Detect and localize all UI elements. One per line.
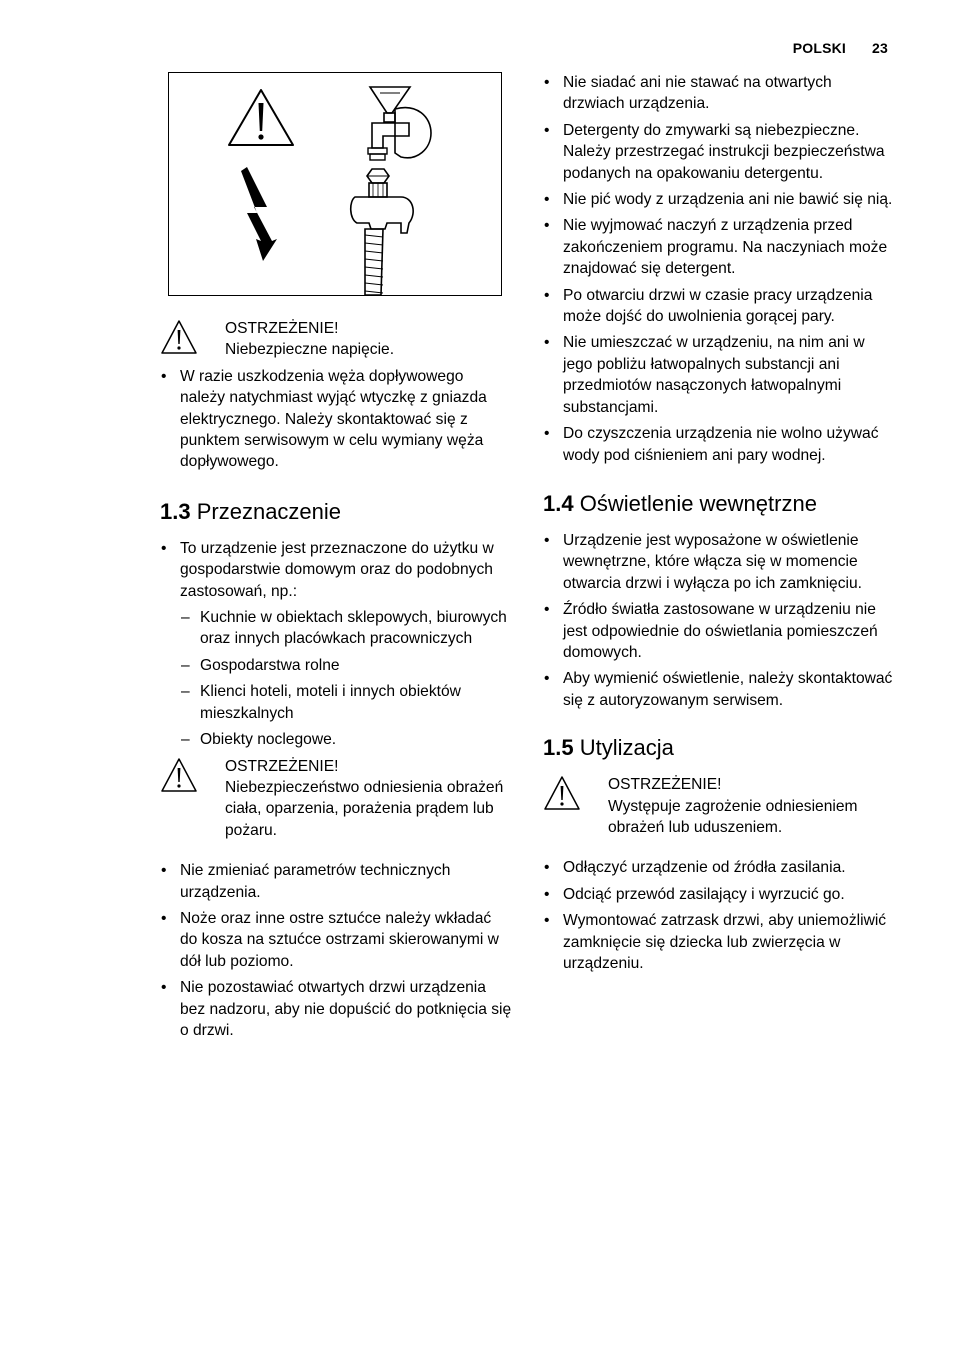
left-column: [160, 72, 512, 1046]
hose-safety-figure: [168, 72, 502, 296]
list-item: • Odłączyć urządzenie od źródła zasilania.: [543, 857, 895, 878]
warning-title: OSTRZEŻENIE!: [225, 320, 339, 337]
list-item: • Odciąć przewód zasilający i wyrzucić go.: [543, 884, 895, 905]
list-item: – Obiekty noclegowe.: [180, 729, 512, 750]
list-item: – Gospodarstwa rolne: [180, 655, 512, 676]
section-heading-1-4: 1.4 Oświetlenie wewnętrzne: [543, 490, 817, 516]
list-item: • Aby wymienić oświetlenie, należy skontaktować się z autoryzowanym serwisem.: [543, 668, 895, 711]
warning-title: OSTRZEŻENIE!: [608, 776, 722, 794]
list-item: • Nie zmieniać parametrów technicznych urządzenia.: [160, 860, 512, 903]
warning-text: Niebezpieczne napięcie.: [225, 341, 395, 359]
warning-voltage: [160, 318, 512, 361]
list-item: • Detergenty do zmywarki są niebezpieczne. Należy przestrzegać instrukcji bezpieczeństwa podanych na opakowaniu detergentu.: [543, 120, 895, 184]
warning-text: Niebezpieczeństwo odniesienia obrażeń ciała, oparzenia, porażenia prądem lub pożaru.: [225, 778, 504, 839]
water-tap-icon: [368, 87, 431, 160]
warning-icon: [160, 757, 198, 793]
page-header: [793, 38, 888, 59]
right-column: [543, 72, 895, 979]
list-item: • Wymontować zatrzask drzwi, aby uniemożliwić zamknięcie się dziecka lub zwierzęcia w urządzeniu.: [543, 910, 895, 974]
warning-injury: [160, 756, 512, 842]
list-item: • Źródło światła zastosowane w urządzeniu nie jest odpowiednie do oświetlania pomieszczeń domowych.: [543, 599, 895, 663]
bullet-list-hose: [160, 366, 512, 473]
warning-text: Występuje zagrożenie odniesieniem obrażeń lub uduszeniem.: [608, 797, 858, 836]
list-item: • Nie siadać ani nie stawać na otwartych drzwiach urządzenia.: [543, 72, 895, 115]
lightning-bolt-icon: [241, 167, 277, 261]
list-item: • Nie pozostawiać otwartych drzwi urządzenia bez nadzoru, aby nie dopuścić do potknięcia się o drzwi.: [160, 977, 512, 1041]
section-heading-1-5: 1.5 Utylizacja: [543, 735, 674, 761]
water-safety-device-icon: [351, 169, 413, 295]
warning-title: OSTRZEŻENIE!: [225, 757, 339, 775]
list-item: • Nie umieszczać w urządzeniu, na nim ani w jego pobliżu łatwopalnych substancji ani przedmiotów nasączonych łatwopalnymi substancjami.: [543, 332, 895, 418]
header-language: POLSKI: [792, 40, 847, 56]
list-item: – Klienci hoteli, moteli i innych obiektów mieszkalnych: [180, 681, 512, 724]
list-item: • Nie pić wody z urządzenia ani nie bawić się nią.: [543, 189, 895, 210]
list-item: • Urządzenie jest wyposażone w oświetlenie wewnętrzne, które włącza się w momencie otwarcia drzwi i wyłącza po ich zamknięciu.: [543, 530, 895, 594]
list-item: • To urządzenie jest przeznaczone do użytku w gospodarstwie domowym oraz do podobnych zastosowań, np.: – Kuchnie w obiektach sklepowych, biurowych oraz innych placówkach pracowniczych – Gospodarstwa rolne – Klienci hoteli, moteli i innych obiektów mieszkalnych – Obiekty noclegowe.: [160, 538, 512, 751]
bullet-list-lighting: [543, 530, 895, 711]
bullet-list-usage: [160, 860, 512, 1041]
bullet-list-purpose: [160, 538, 512, 751]
list-item: • Do czyszczenia urządzenia nie wolno używać wody pod ciśnieniem ani pary wodnej.: [543, 423, 895, 466]
warning-suffocation: [543, 774, 895, 838]
list-item: – Kuchnie w obiektach sklepowych, biurowych oraz innych placówkach pracowniczych: [180, 607, 512, 650]
list-item: • Nie wyjmować naczyń z urządzenia przed zakończeniem programu. Na naczyniach może znajdować się detergent.: [543, 215, 895, 279]
section-heading-1-3: 1.3 Przeznaczenie: [160, 498, 342, 524]
bullet-list-disposal: [543, 857, 895, 974]
warning-icon: [543, 775, 581, 811]
page-number: 23: [872, 40, 888, 56]
list-item: • Noże oraz inne ostre sztućce należy wkładać do kosza na sztućce ostrzami skierowanymi w dół lub poziomo.: [160, 908, 512, 972]
list-item: • W razie uszkodzenia węża dopływowego należy natychmiast wyjąć wtyczkę z gniazda elektrycznego. Należy skontaktować się z punktem serwisowym w celu wymiany węża dopływowego.: [160, 366, 512, 473]
bullet-list-safety: [543, 72, 895, 466]
warning-icon: [160, 319, 198, 355]
warning-triangle-icon: [229, 90, 293, 145]
dash-list: [180, 607, 512, 750]
list-item: • Po otwarciu drzwi w czasie pracy urządzenia może dojść do uwolnienia gorącej pary.: [543, 285, 895, 328]
